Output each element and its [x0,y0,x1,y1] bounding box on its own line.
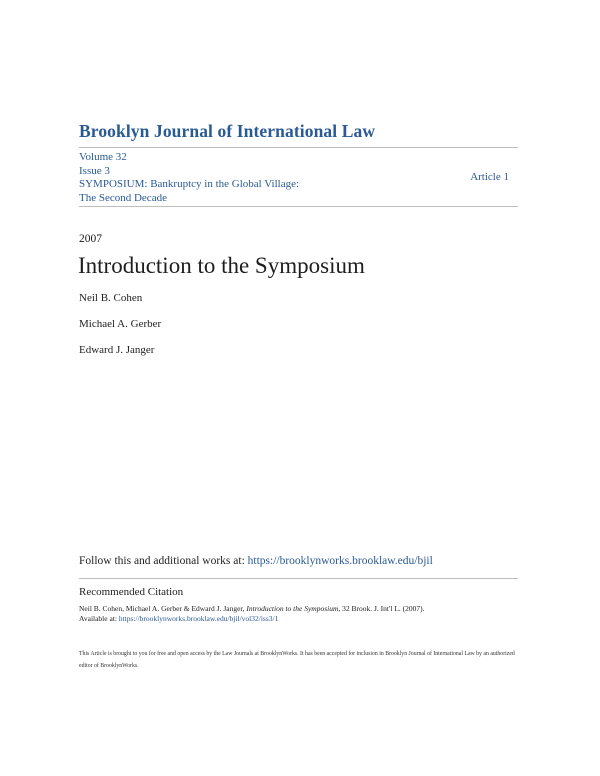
available-link[interactable]: https://brooklynworks.brooklaw.edu/bjil/vol32/iss3/1 [118,614,279,623]
issue-link[interactable]: Issue 3 [79,164,110,177]
citation-title: Introduction to the Symposium [246,604,339,613]
footer-divider [79,578,518,579]
citation-authors: Neil B. Cohen, Michael A. Gerber & Edward J. Janger, [79,604,247,613]
article-number[interactable]: Article 1 [470,171,509,183]
header-divider-top [79,147,518,148]
access-notice: This Article is brought to you for free and open access by the Law Journals at BrooklynWorks. It has been accepted for inclusion in Brooklyn Journal of International Law by an authorized editor of BrooklynWorks. [79,651,515,669]
author-2: Michael A. Gerber [79,318,162,330]
symposium-link-line2[interactable]: The Second Decade [79,191,167,204]
volume-link[interactable]: Volume 32 [79,151,127,163]
citation-source: , 32 Brook. J. Int'l L. (2007). [338,604,425,613]
issue-info [79,151,299,205]
available-label: Available at: [79,614,119,623]
author-1: Neil B. Cohen [79,292,143,304]
available-at [79,614,278,623]
follow-line [79,555,433,567]
journal-title[interactable]: Brooklyn Journal of International Law [79,121,376,141]
follow-text: Follow this and additional works at: [79,555,248,567]
recommended-citation-heading: Recommended Citation [79,586,184,598]
header-divider-bottom [79,206,518,207]
author-3: Edward J. Janger [79,344,155,356]
symposium-link-line1[interactable]: SYMPOSIUM: Bankruptcy in the Global Village: [79,178,300,190]
follow-link[interactable]: https://brooklynworks.brooklaw.edu/bjil [247,555,433,567]
article-title: Introduction to the Symposium [78,253,365,278]
publication-year: 2007 [79,233,102,245]
citation-text [79,603,425,614]
